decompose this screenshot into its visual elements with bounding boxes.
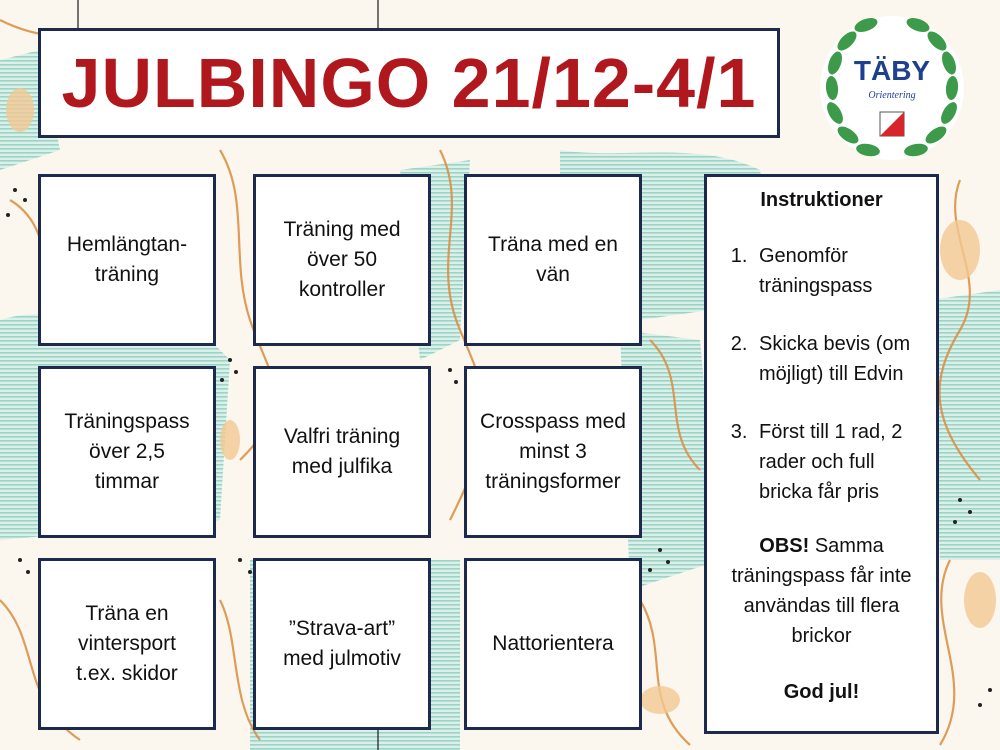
bingo-cell[interactable] (464, 174, 642, 346)
bingo-cell-text: Hemlängtan- träning (66, 233, 188, 286)
bingo-cell[interactable] (464, 558, 642, 730)
bingo-cell[interactable] (253, 366, 431, 538)
bingo-cell-text: Träning med över 50 kontroller (283, 218, 401, 301)
obs-note (717, 531, 926, 651)
bingo-cell[interactable] (38, 174, 216, 346)
instructions-panel (704, 174, 939, 734)
taby-orientering-logo (812, 8, 972, 168)
closing-greeting: God jul! (783, 681, 860, 703)
bingo-cell[interactable] (253, 174, 431, 346)
logo-name: TÄBY (853, 55, 931, 86)
bingo-cell-text: Träna med en vän (488, 233, 618, 286)
bingo-cell[interactable] (253, 558, 431, 730)
bingo-cell-text: Crosspass med minst 3 träningsformer (480, 410, 626, 493)
bingo-cell-text: Träningspass över 2,5 timmar (64, 410, 190, 493)
bingo-cell[interactable] (38, 366, 216, 538)
orienteering-flag-icon (880, 112, 904, 136)
bingo-cell-text: Träna en vintersport t.ex. skidor (76, 602, 178, 685)
instructions-list (717, 241, 926, 507)
title-banner (38, 28, 780, 138)
instruction-step: 3. Först till 1 rad, 2 rader och full bricka får pris (753, 417, 926, 507)
obs-label: OBS! (759, 535, 810, 557)
instruction-step: 1. Genomför träningspass (753, 241, 926, 301)
bingo-cell-text: ”Strava-art” med julmotiv (283, 617, 401, 670)
bingo-cell-text: Nattorientera (492, 632, 614, 655)
page-title: JULBINGO 21/12-4/1 (61, 44, 757, 122)
logo-subtitle: Orientering (868, 90, 916, 101)
obs-text: Samma träningspass får inte användas till flera brickor (731, 535, 912, 647)
instruction-step: 2. Skicka bevis (om möjligt) till Edvin (753, 329, 926, 389)
bingo-cell[interactable] (38, 558, 216, 730)
instructions-heading: Instruktioner (760, 189, 883, 211)
bingo-cell[interactable] (464, 366, 642, 538)
bingo-cell-text: Valfri träning med julfika (283, 425, 401, 478)
